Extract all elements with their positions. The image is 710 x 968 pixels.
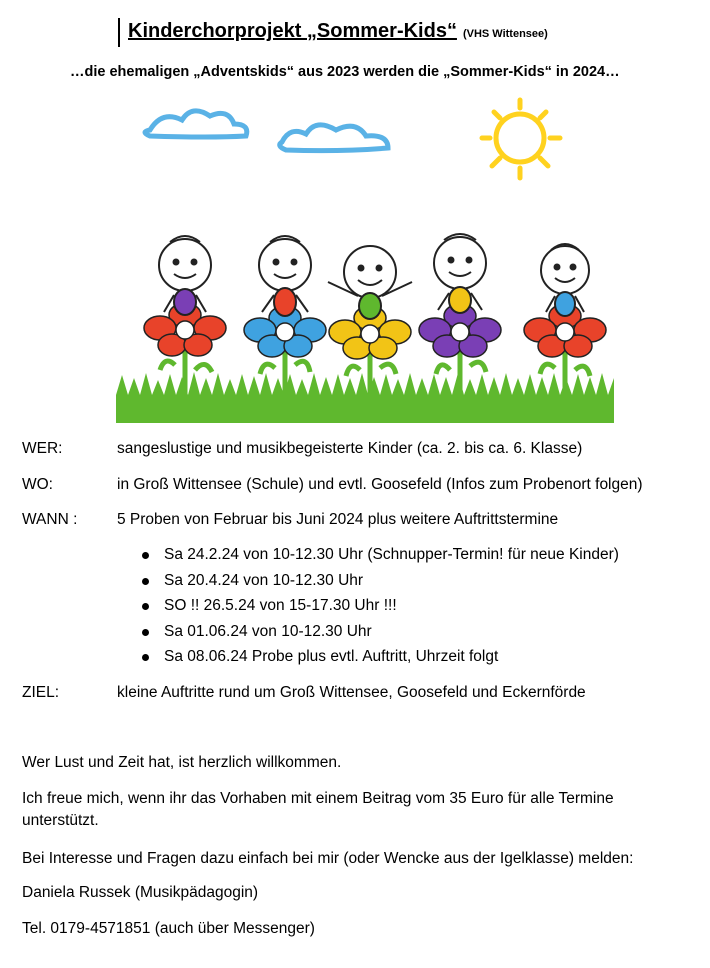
wer-value: sangeslustige und musikbegeisterte Kinder (ca. 2. bis ca. 6. Klasse): [117, 440, 583, 457]
wo-value: in Groß Wittensee (Schule) und evtl. Goosefeld (Infos zum Probenort folgen): [117, 476, 643, 493]
child-3: [328, 246, 412, 319]
child-4: [434, 234, 486, 313]
subtitle: …die ehemaligen „Adventskids“ aus 2023 werden die „Sommer-Kids“ in 2024…: [70, 64, 620, 80]
cloud-left: [145, 111, 247, 137]
dates-list: [140, 542, 619, 670]
children-flowers-illustration: [110, 90, 620, 425]
sun-icon: [482, 100, 560, 178]
list-item: Sa 20.4.24 von 10-12.30 Uhr: [140, 568, 619, 594]
contact-phone: Tel. 0179-4571851 (auch über Messenger): [22, 920, 315, 937]
page-title: [118, 18, 548, 47]
contact-name: Daniela Russek (Musikpädagogin): [22, 884, 259, 901]
ziel-value: kleine Auftritte rund um Groß Wittensee, Goosefeld und Eckernförde: [117, 684, 586, 701]
wann-label: WANN :: [22, 511, 78, 528]
wo-label: WO:: [22, 476, 53, 493]
child-1: [159, 236, 211, 315]
welcome-text: Wer Lust und Zeit hat, ist herzlich willkommen.: [22, 754, 342, 771]
contribution-text: Ich freue mich, wenn ihr das Vorhaben mit einem Beitrag vom 35 Euro für alle Termine unterstützt.: [22, 790, 614, 829]
ziel-label: ZIEL:: [22, 684, 60, 701]
cloud-right: [280, 125, 388, 151]
grass: [116, 372, 614, 423]
child-2: [259, 236, 311, 316]
list-item: Sa 08.06.24 Probe plus evtl. Auftritt, Uhrzeit folgt: [140, 644, 619, 670]
wann-value: 5 Proben von Februar bis Juni 2024 plus weitere Auftrittstermine: [117, 511, 559, 528]
list-item: Sa 01.06.24 von 10-12.30 Uhr: [140, 619, 619, 645]
list-item: Sa 24.2.24 von 10-12.30 Uhr (Schnupper-Termin! für neue Kinder): [140, 542, 619, 568]
child-5: [541, 244, 589, 316]
contact-intro: Bei Interesse und Fragen dazu einfach bei mir (oder Wencke aus der Igelklasse) melden:: [22, 850, 634, 867]
org-label: (VHS Wittensee): [462, 28, 548, 40]
list-item: SO !! 26.5.24 von 15-17.30 Uhr !!!: [140, 593, 619, 619]
title-text: Kinderchorprojekt „Sommer-Kids“: [128, 20, 457, 42]
wer-label: WER:: [22, 440, 63, 457]
